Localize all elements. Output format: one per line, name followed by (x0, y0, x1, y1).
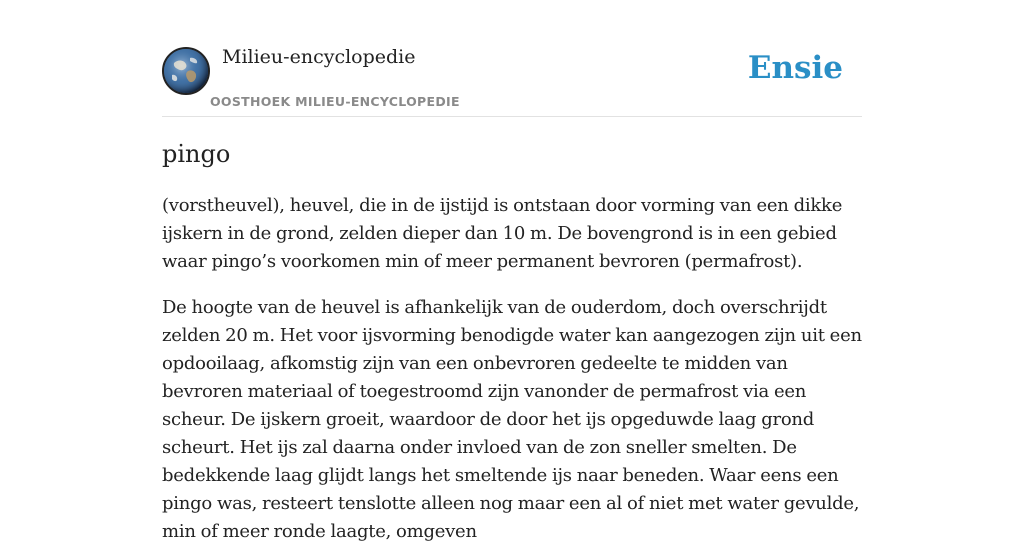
brand-logo[interactable]: Ensie (747, 50, 843, 86)
article-paragraph: (vorstheuvel), heuvel, die in de ijstijd is ontstaan door vorming van een dikke ijskern in de grond, zelden dieper dan 10 m. De bovengrond is in een gebied waar pingo’s voorkomen min of meer permanent bevroren (permafrost). (162, 195, 843, 272)
article-paragraph: De hoogte van de heuvel is afhankelijk van de ouderdom, doch overschrijdt zelden 20 m. Het voor ijsvorming benodigde water kan aangezogen zijn uit een opdooilaag, afkomstig zijn van een onbevroren gedeelte te midden van bevroren materiaal of toegestroomd zijn vanonder de permafrost via een scheur. De ijskern groeit, waardoor de door het ijs opgeduwde laag grond scheurt. Het ijs zal daarna onder invloed van de zon sneller smelten. De bedekkende laag glijdt langs het smeltende ijs naar beneden. Waar eens een pingo was, resteert tenslotte alleen nog maar een al of niet met water gevulde, min of meer ronde laagte, omgeven (162, 297, 862, 542)
site-subtitle: OOSTHOEK MILIEU-ENCYCLOPEDIE (210, 94, 460, 109)
site-header (162, 44, 862, 117)
earth-globe-icon[interactable] (162, 47, 210, 95)
site-title[interactable]: Milieu-encyclopedie (222, 46, 416, 68)
article-title: pingo (162, 140, 231, 168)
earth-globe-graphic (164, 49, 208, 93)
article (162, 136, 864, 546)
